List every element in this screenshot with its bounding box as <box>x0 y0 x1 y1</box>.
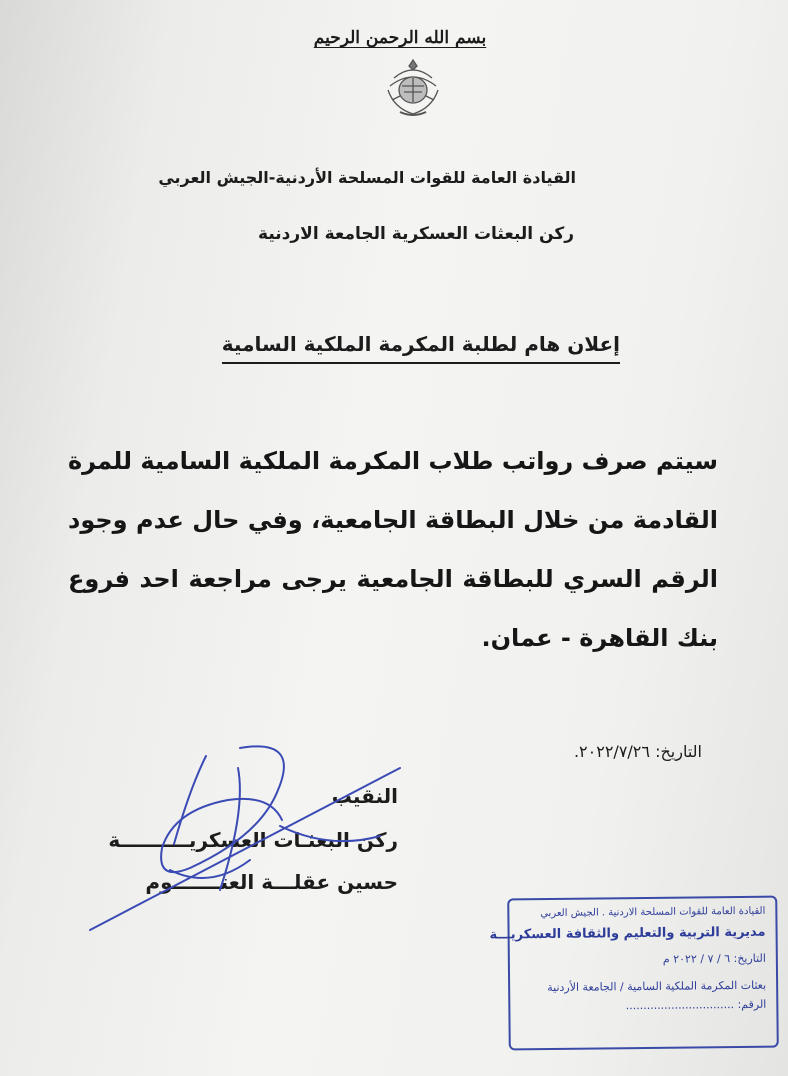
signatory-name: حسين عقلـــة العتـــــــوم <box>145 870 398 894</box>
date-label: التاريخ: <box>655 742 702 761</box>
branch-name: ركن البعثات العسكرية الجامعة الاردنية <box>258 224 574 244</box>
stamp-date: التاريخ: ٦ / ٧ / ٢٠٢٢ م <box>662 951 766 966</box>
date-value: ٢٠٢٢/٧/٢٦. <box>573 742 650 761</box>
stamp-department: بعثات المكرمة الملكية السامية / الجامعة الأردنية <box>547 978 767 995</box>
signatory-office: ركن البعثـات العسكريــــــــــة <box>108 828 398 852</box>
signatory-rank: النقيب <box>331 784 398 808</box>
stamp-directorate: مديرية التربية والتعليم والثقافة العسكريـــة <box>489 924 766 943</box>
signatory-block <box>68 784 398 912</box>
official-stamp <box>489 896 779 1051</box>
basmala-heading: بسم الله الرحمن الرحيم <box>313 28 487 48</box>
stamp-organization: القيادة العامة للقوات المسلحة الاردنية . الجيش العربي <box>540 905 766 920</box>
organization-name: القيادة العامة للقوات المسلحة الأردنية-الجيش العربي <box>158 168 576 187</box>
army-emblem-icon <box>380 56 446 120</box>
stamp-number: الرقم: ............................... <box>625 997 767 1013</box>
announcement-body: سيتم صرف رواتب طلاب المكرمة الملكية السامية للمرة القادمة من خلال البطاقة الجامعية، وفي حال عدم وجود الرقم السري للبطاقة الجامعية يرجى مراجعة احد فروع بنك القاهرة - عمان. <box>68 447 718 652</box>
announcement-title: إعلان هام لطلبة المكرمة الملكية السامية <box>222 332 620 364</box>
date-line <box>574 742 702 761</box>
